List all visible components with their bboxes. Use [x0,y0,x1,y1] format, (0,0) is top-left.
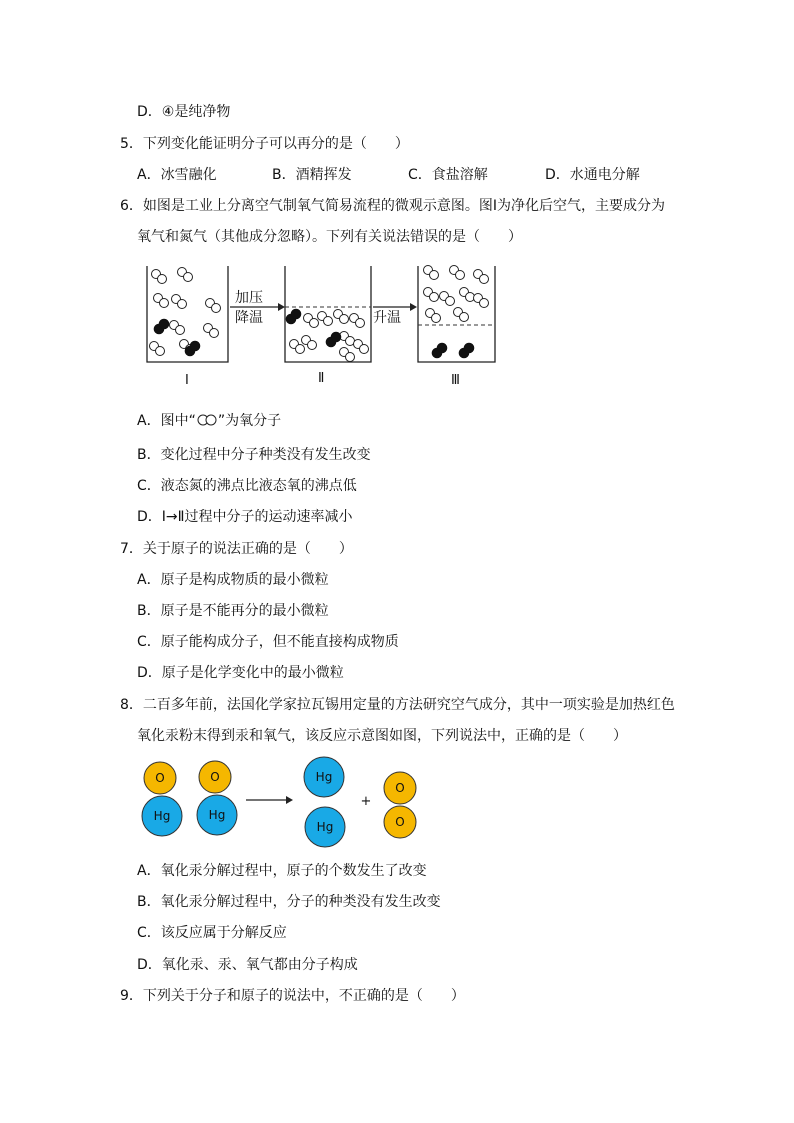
q8-option-b: B．氧化汞分解过程中，分子的种类没有发生改变 [137,894,441,910]
q6-option-a-prefix: A．图中“ [137,413,196,429]
q5-option-d: D．水通电分解 [545,167,640,183]
arrow1-bottom-label: 降温 [235,310,263,326]
q6-option-d: D．Ⅰ→Ⅱ过程中分子的运动速率减小 [137,509,353,525]
atom-hg-label: Hg [153,809,171,823]
beaker-3-label: Ⅲ [451,373,460,388]
q8-option-c: C．该反应属于分解反应 [137,925,287,941]
atom-o-label: O [210,770,220,784]
beaker-2-label: Ⅱ [318,371,325,386]
q9-stem: 9．下列关于分子和原子的说法中，不正确的是（ ） [120,988,465,1004]
q8-reaction-figure [138,752,428,852]
open-molecule-icon [196,413,218,427]
q6-option-c: C．液态氮的沸点比液态氧的沸点低 [137,478,357,494]
q6-option-a [137,411,281,431]
arrow1-top-label: 加压 [235,290,263,306]
q6-stem-line2: 氧气和氮气（其他成分忽略）。下列有关说法错误的是（ ） [137,229,522,245]
q5-option-a: A．冰雪融化 [137,167,217,183]
q5-stem: 5．下列变化能证明分子可以再分的是（ ） [120,136,409,152]
q8-option-a: A．氧化汞分解过程中，原子的个数发生了改变 [137,863,427,879]
atom-o-label: O [395,815,405,829]
q6-separation-figure [140,258,510,393]
q8-option-d: D．氧化汞、汞、氧气都由分子构成 [137,957,358,973]
q6-stem-line1: 6．如图是工业上分离空气制氧气简易流程的微观示意图。图Ⅰ为净化后空气，主要成分为 [120,198,666,214]
plus-sign: + [360,794,372,809]
atom-o-label: O [395,781,405,795]
arrow2-label: 升温 [373,310,401,326]
atom-o-label: O [155,771,165,785]
atom-hg-label: Hg [315,770,333,784]
atom-hg-label: Hg [208,808,226,822]
q7-stem: 7．关于原子的说法正确的是（ ） [120,541,353,557]
atom-hg-label: Hg [316,820,334,834]
q8-stem-line2: 氧化汞粉末得到汞和氧气，该反应示意图如图，下列说法中，正确的是（ ） [137,728,627,744]
q7-option-d: D．原子是化学变化中的最小微粒 [137,665,344,681]
q6-option-a-suffix: ”为氧分子 [217,413,282,429]
q6-option-b: B．变化过程中分子种类没有发生改变 [137,447,371,463]
q5-option-b: B．酒精挥发 [272,167,352,183]
q8-stem-line1: 8．二百多年前，法国化学家拉瓦锡用定量的方法研究空气成分，其中一项实验是加热红色 [120,697,675,713]
beaker-1-label: Ⅰ [185,373,189,388]
q7-option-b: B．原子是不能再分的最小微粒 [137,603,329,619]
q4-option-d: D．④是纯净物 [137,104,231,120]
q7-option-a: A．原子是构成物质的最小微粒 [137,572,329,588]
q7-option-c: C．原子能构成分子，但不能直接构成物质 [137,634,399,650]
q5-option-c: C．食盐溶解 [408,167,488,183]
